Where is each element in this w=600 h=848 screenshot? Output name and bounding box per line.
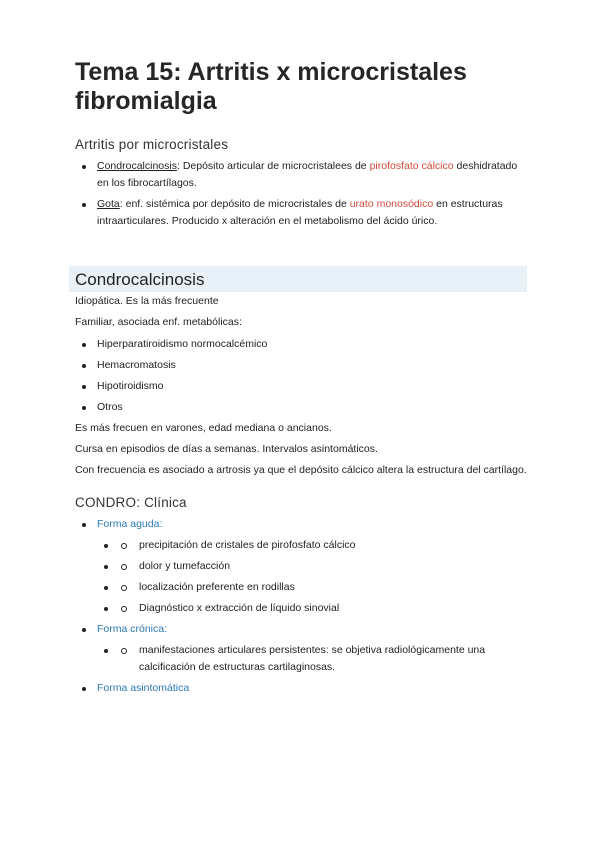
metabolic-list xyxy=(75,336,530,416)
paragraph-artrosis: Con frecuencia es asociado a artrosis ya que el depósito cálcico altera la estructura del cartílago. xyxy=(75,464,527,476)
paragraph-idiopatica: Idiopática. Es la más frecuente xyxy=(75,295,219,307)
paragraph-episodios: Cursa en episodios de días a semanas. Intervalos asintomáticos. xyxy=(75,443,378,455)
highlight-pirofosfato: pirofosfato cálcico xyxy=(369,160,454,172)
list-item-forma-asintomatica xyxy=(75,680,530,697)
paragraph-familiar: Familiar, asociada enf. metabólicas: xyxy=(75,316,242,328)
forma-aguda-sublist xyxy=(97,537,530,617)
sublist-item: localización preferente en rodillas xyxy=(97,579,530,596)
clinica-list xyxy=(75,516,530,697)
circle-bullet-icon xyxy=(121,606,127,612)
forma-cronica-sublist xyxy=(97,642,530,676)
section-heading-condrocalcinosis: Condrocalcinosis xyxy=(75,270,205,289)
section-heading-microcristales: Artritis por microcristales xyxy=(75,137,229,152)
list-item: Otros xyxy=(75,399,530,416)
forma-cronica-label: Forma crónica: xyxy=(97,623,168,635)
sublist-item: Diagnóstico x extracción de líquido sinovial xyxy=(97,600,530,617)
list-item: Hiperparatiroidismo normocalcémico xyxy=(75,336,530,353)
list-item: Hemacromatosis xyxy=(75,357,530,374)
page-title: Tema 15: Artritis x microcristales fibromialgia xyxy=(75,58,467,115)
term-condrocalcinosis: Condrocalcinosis xyxy=(97,160,177,172)
section-heading-clinica: CONDRO: Clínica xyxy=(75,495,187,510)
list-item-forma-cronica xyxy=(75,621,530,676)
sublist-item: manifestaciones articulares persistentes: se objetiva radiológicamente una calcificación de estructuras cartilaginosas. xyxy=(97,642,530,676)
sublist-item: dolor y tumefacción xyxy=(97,558,530,575)
list-item: Condrocalcinosis: Depósito articular de microcristalees de pirofosfato cálcico deshidratado en los fibrocartílagos. xyxy=(75,158,530,192)
circle-bullet-icon xyxy=(121,543,127,549)
circle-bullet-icon xyxy=(121,648,127,654)
sublist-item: precipitación de cristales de pirofosfato cálcico xyxy=(97,537,530,554)
list-item: Hipotiroidismo xyxy=(75,378,530,395)
microcristales-list xyxy=(75,158,530,230)
highlight-urato: urato monosódico xyxy=(349,198,434,210)
forma-aguda-label: Forma aguda: xyxy=(97,518,163,530)
circle-bullet-icon xyxy=(121,585,127,591)
term-gota: Gota xyxy=(97,198,120,210)
forma-asintomatica-label: Forma asintomática xyxy=(97,682,190,694)
circle-bullet-icon xyxy=(121,564,127,570)
paragraph-varones: Es más frecuen en varones, edad mediana o ancianos. xyxy=(75,422,332,434)
list-item-forma-aguda xyxy=(75,516,530,617)
list-item: Gota: enf. sistémica por depósito de microcristales de urato monosódico en estructuras intraarticulares. Producido x alteración en el metabolismo del ácido úrico. xyxy=(75,196,530,230)
